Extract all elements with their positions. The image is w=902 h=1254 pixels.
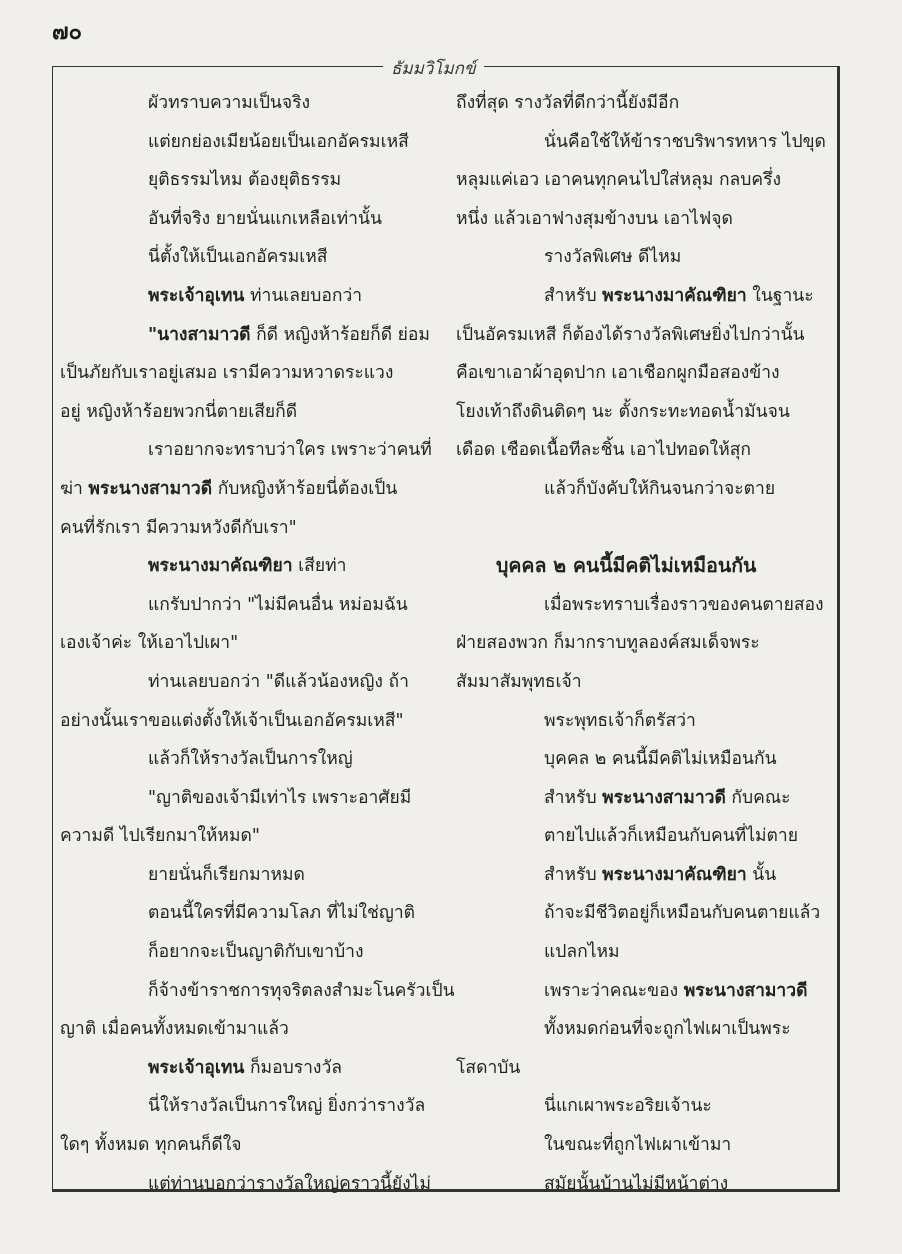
line-text: เป็นภัยกับเราอยู่เสมอ เรามีความหวาดระแวง <box>60 363 394 384</box>
text-line <box>456 470 836 509</box>
text-line <box>60 277 440 316</box>
line-text: แปลกไหม <box>544 942 620 963</box>
text-line <box>60 972 455 1011</box>
line-text: นั่นคือใช้ให้ข้าราชบริพารทหาร ไปขุด <box>544 131 826 152</box>
text-line <box>456 663 836 702</box>
text-line <box>456 1087 836 1126</box>
text-line <box>60 663 440 702</box>
line-text: ทั้งหมดก่อนที่จะถูกไฟเผาเป็นพระ <box>544 1019 791 1040</box>
line-lead-text: สำหรับ <box>544 787 603 808</box>
text-line <box>456 238 836 277</box>
text-line <box>60 238 440 277</box>
line-text: คนที่รักเรา มีความหวังดีกับเรา" <box>60 517 297 538</box>
line-text: ตายไปแล้วก็เหมือนกับคนที่ไม่ตาย <box>544 826 798 847</box>
line-text: ก็อยากจะเป็นญาติกับเขาบ้าง <box>148 942 364 963</box>
line-text: โยงเท้าถึงดินติดๆ นะ ตั้งกระทะทอดน้ำมันจน <box>456 401 790 422</box>
line-text: คือเขาเอาผ้าอุดปาก เอาเชือกผูกมือสองข้าง <box>456 363 780 384</box>
line-text: ถึงที่สุด รางวัลที่ดีกว่านี้ยังมีอีก <box>456 93 680 113</box>
text-line <box>60 161 440 200</box>
text-line <box>60 856 440 895</box>
line-text: ผัวทราบความเป็นจริง <box>148 93 311 113</box>
text-line <box>60 817 440 856</box>
text-line <box>60 1049 440 1088</box>
line-text: เองเจ้าค่ะ ให้เอาไปเผา" <box>60 633 239 654</box>
line-text: อันที่จริง ยายนั่นแกเหลือเท่านั้น <box>148 208 382 229</box>
text-line <box>456 316 836 355</box>
bold-name: พระเจ้าอุเทน <box>148 1057 245 1078</box>
line-text: ท่านเลยบอกว่า <box>244 285 363 306</box>
text-line <box>60 354 440 393</box>
text-line <box>60 123 440 162</box>
text-line <box>456 161 836 200</box>
text-line <box>60 509 440 548</box>
text-line <box>456 817 836 856</box>
line-text: ฝ่ายสองพวก ก็มากราบทูลองค์สมเด็จพระ <box>456 633 760 654</box>
section-gap <box>456 509 836 548</box>
text-line <box>60 393 440 432</box>
line-text: แต่ท่านบอกว่ารางวัลใหญ่คราวนี้ยังไม่ <box>148 1173 432 1194</box>
line-text: ยายนั่นก็เรียกมาหมด <box>148 864 305 885</box>
text-line <box>60 547 440 586</box>
line-text: ในฐานะ <box>746 285 814 306</box>
bold-name: พระเจ้าอุเทน <box>148 285 245 306</box>
text-line <box>456 624 836 663</box>
line-text: กับหญิงห้าร้อยนี่ต้องเป็น <box>212 478 398 499</box>
text-line <box>456 200 836 239</box>
running-head: ธัมมวิโมกข์ <box>383 55 484 82</box>
text-line <box>456 740 836 779</box>
text-line <box>456 393 836 432</box>
text-line <box>60 740 440 779</box>
line-text: นี่ตั้งให้เป็นเอกอัครมเหสี <box>148 247 328 268</box>
text-line <box>60 702 440 741</box>
text-line <box>60 431 440 470</box>
line-text: ยุติธรรมไหม ต้องยุติธรรม <box>148 170 342 191</box>
line-text: ความดี ไปเรียกมาให้หมด" <box>60 826 260 847</box>
bold-name: "นางสามาวดี <box>148 324 251 345</box>
text-line <box>60 624 440 663</box>
bold-name: พระนางมาคัณฑิยา <box>148 556 293 577</box>
section-heading: บุคคล ๒ คนนี้มีคติไม่เหมือนกัน <box>496 554 757 578</box>
text-line <box>456 1165 836 1204</box>
line-text: เมื่อพระทราบเรื่องราวของคนตายสอง <box>544 594 824 615</box>
line-text: สมัยนั้นบ้านไม่มีหน้าต่าง <box>544 1173 729 1194</box>
line-text: โสดาบัน <box>456 1057 521 1078</box>
line-text: "ญาติของเจ้ามีเท่าไร เพราะอาศัยมี <box>148 787 412 808</box>
line-text: ตอนนี้ใครที่มีความโลภ ที่ไม่ใช่ญาติ <box>148 903 416 924</box>
text-line <box>60 1165 440 1204</box>
text-line <box>60 1010 440 1049</box>
line-text: เป็นอัครมเหสี ก็ต้องได้รางวัลพิเศษยิ่งไปกว่านั้น <box>456 324 805 345</box>
line-text: นั้น <box>746 864 777 885</box>
line-text: ก็ดี หญิงห้าร้อยก็ดี ย่อม <box>250 324 430 345</box>
line-lead-text: สำหรับ <box>544 285 603 306</box>
line-text: เดือด เชือดเนื้อทีละชิ้น เอาไปทอดให้สุก <box>456 440 752 461</box>
line-text: ใดๆ ทั้งหมด ทุกคนก็ดีใจ <box>60 1135 242 1156</box>
line-text: ญาติ เมื่อคนทั้งหมดเข้ามาแล้ว <box>60 1019 289 1040</box>
text-line <box>60 1087 440 1126</box>
text-line <box>456 894 836 933</box>
line-text: แล้วก็บังคับให้กินจนกว่าจะตาย <box>544 478 776 499</box>
text-line <box>60 470 440 509</box>
line-text: หนึ่ง แล้วเอาฟางสุมข้างบน เอาไฟจุด <box>456 208 733 229</box>
line-text: ก็มอบรางวัล <box>244 1057 343 1078</box>
line-text: นี่ให้รางวัลเป็นการใหญ่ ยิ่งกว่ารางวัล <box>148 1096 426 1117</box>
text-line <box>60 586 440 625</box>
line-lead-text: เพราะว่าคณะของ <box>544 980 684 1001</box>
text-line <box>60 1126 440 1165</box>
text-line <box>456 933 836 972</box>
bold-name: พระนางสามาวดี <box>602 787 726 808</box>
text-line <box>456 972 836 1011</box>
left-column <box>60 84 455 1203</box>
text-line <box>456 1049 836 1088</box>
line-text: นี่แกเผาพระอริยเจ้านะ <box>544 1096 712 1117</box>
right-column <box>456 84 836 1203</box>
line-text: กับคณะ <box>725 787 791 808</box>
bold-name: พระนางสามาวดี <box>683 980 808 1001</box>
line-text: สัมมาสัมพุทธเจ้า <box>456 671 582 692</box>
line-text: พระพุทธเจ้าก็ตรัสว่า <box>544 710 696 731</box>
text-line <box>456 431 836 470</box>
text-line <box>456 1126 836 1165</box>
line-text: แกรับปากว่า "ไม่มีคนอื่น หม่อมฉัน <box>148 594 408 615</box>
text-line <box>456 779 836 818</box>
text-line <box>456 277 836 316</box>
text-line <box>60 894 440 933</box>
line-text: แต่ยกย่องเมียน้อยเป็นเอกอัครมเหสี <box>148 131 409 152</box>
text-line <box>456 702 836 741</box>
line-text: หลุมแค่เอว เอาคนทุกคนไปใส่หลุม กลบครึ่ง <box>456 170 782 191</box>
line-text: แล้วก็ให้รางวัลเป็นการใหญ่ <box>148 749 353 770</box>
line-text: เสียท่า <box>292 556 347 577</box>
text-line <box>60 316 440 355</box>
line-text: ถ้าจะมีชีวิตอยู่ก็เหมือนกับคนตายแล้ว <box>544 903 821 924</box>
page-number: ๗๐ <box>52 20 82 45</box>
text-line <box>456 123 836 162</box>
line-text: ท่านเลยบอกว่า "ดีแล้วน้องหญิง ถ้า <box>148 671 409 692</box>
text-line <box>456 354 836 393</box>
text-line <box>60 933 440 972</box>
line-lead-text: ฆ่า <box>60 478 89 499</box>
text-line <box>60 779 440 818</box>
line-text: อยู่ หญิงห้าร้อยพวกนี่ตายเสียก็ดี <box>60 401 298 422</box>
text-line <box>456 586 836 625</box>
bold-name: พระนางสามาวดี <box>88 478 213 499</box>
line-text: ในขณะที่ถูกไฟเผาเข้ามา <box>544 1135 732 1156</box>
text-line <box>456 84 836 123</box>
line-text: บุคคล ๒ คนนี้มีคติไม่เหมือนกัน <box>544 749 777 770</box>
line-text: เราอยากจะทราบว่าใคร เพราะว่าคนที่ <box>148 440 432 461</box>
line-text: อย่างนั้นเราขอแต่งตั้งให้เจ้าเป็นเอกอัครมเหสี" <box>60 710 404 731</box>
text-line <box>60 84 440 123</box>
line-text: รางวัลพิเศษ ดีไหม <box>544 247 682 268</box>
text-line <box>60 200 440 239</box>
line-text: ก็จ้างข้าราชการทุจริตลงสำมะโนครัวเป็น <box>148 980 455 1001</box>
bold-name: พระนางมาคัณฑิยา <box>602 864 747 885</box>
text-line <box>456 856 836 895</box>
bold-name: พระนางมาคัณฑิยา <box>602 285 747 306</box>
line-lead-text: สำหรับ <box>544 864 603 885</box>
text-line <box>456 1010 836 1049</box>
